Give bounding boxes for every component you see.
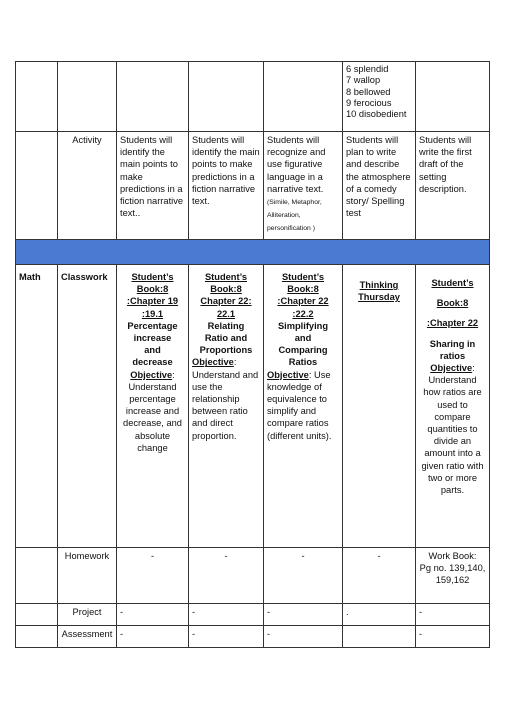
empty-cell (189, 62, 264, 132)
assessment-cell: - (416, 626, 490, 648)
homework-row (16, 548, 490, 604)
activity-label: Activity (58, 132, 117, 240)
vocab-row (16, 62, 490, 132)
lesson-topic: Relating Ratio and Proportions (199, 320, 253, 356)
assessment-cell: - (189, 626, 264, 648)
workbook-cell: Work Book: Pg no. 139,140, 159,162 (416, 548, 490, 604)
objective-label: Objective (267, 369, 309, 380)
activity-row (16, 132, 490, 240)
objective-text: : Understand percentage increase and decrease, and absolute change (123, 369, 182, 453)
assessment-label: Assessment (58, 626, 117, 648)
figurative-examples: (Simile, Metaphor, Alliteration, personification ) (267, 199, 322, 233)
homework-cell: - (343, 548, 416, 604)
classwork-day2 (189, 265, 264, 548)
empty-cell (264, 62, 343, 132)
objective-label: Objective (430, 363, 473, 374)
assessment-row (16, 626, 490, 648)
book-reference: Book:8 (436, 298, 469, 309)
project-cell: - (416, 604, 490, 626)
project-cell: - (117, 604, 189, 626)
empty-cell (117, 62, 189, 132)
project-cell: - (264, 604, 343, 626)
homework-label: Homework (58, 548, 117, 604)
math-classwork-row (16, 265, 490, 548)
book-reference: :Chapter 22 (426, 318, 479, 329)
activity-cell: Students will plan to write and describe the atmosphere of a comedy story/ Spelling test (343, 132, 416, 240)
lesson-topic: Sharing in ratios (429, 338, 476, 361)
classwork-day3 (264, 265, 343, 548)
project-cell: . (343, 604, 416, 626)
vocab-item: 8 bellowed (346, 86, 391, 97)
lesson-plan-table (15, 61, 490, 648)
subject-label: Math (16, 265, 58, 548)
objective-block (120, 369, 185, 454)
blue-separator (16, 240, 490, 265)
lesson-topic: Percentage increase and decrease (127, 320, 178, 368)
objective-block (267, 369, 339, 442)
objective-text: : Understand how ratios are used to compare quantities to divide an amount into a given ratio with two or more parts. (421, 363, 484, 496)
activity-text: Students will recognize and use figurative language in a narrative text. (267, 135, 326, 194)
objective-label: Objective (192, 357, 234, 368)
objective-text: : Understand and use the relationship between ratio and direct proportion. (192, 357, 259, 441)
homework-cell: - (117, 548, 189, 604)
book-reference: Student’s Book:8 :Chapter 19 :19.1 (126, 272, 179, 319)
assessment-cell: - (117, 626, 189, 648)
book-reference: Student’s (431, 278, 474, 288)
project-row (16, 604, 490, 626)
activity-cell: Students will identify the main points to make predictions in a fiction narrative text. (189, 132, 264, 240)
book-reference: Student’s Book:8 :Chapter 22 :22.2 (277, 272, 329, 319)
objective-text: : Use knowledge of equivalence to simplify and compare ratios (different units). (267, 369, 332, 441)
vocab-list-cell (343, 62, 416, 132)
vocab-item: 7 wallop (346, 75, 381, 86)
classwork-day5 (416, 265, 490, 548)
assessment-cell: - (264, 626, 343, 648)
vocab-item: 9 ferocious (346, 97, 392, 108)
classwork-day1 (117, 265, 189, 548)
objective-block (192, 356, 260, 441)
objective-block (419, 362, 486, 496)
activity-cell: Students will identify the main points to make predictions in a fiction narrative text.. (117, 132, 189, 240)
separator-row (16, 240, 490, 265)
classwork-label: Classwork (58, 265, 117, 548)
vocab-item: 10 disobedient (346, 109, 407, 120)
empty-cell (58, 62, 117, 132)
classwork-day4 (343, 265, 416, 548)
empty-cell (16, 548, 58, 604)
activity-cell: Students will write the first draft of the setting description. (416, 132, 490, 240)
homework-cell: - (264, 548, 343, 604)
activity-cell (264, 132, 343, 240)
book-reference: Student’s Book:8 Chapter 22: 22.1 (200, 272, 252, 319)
empty-cell (16, 604, 58, 626)
objective-label: Objective (130, 369, 173, 380)
project-label: Project (58, 604, 117, 626)
assessment-cell (343, 626, 416, 648)
vocab-item: 6 splendid (346, 64, 389, 74)
project-cell: - (189, 604, 264, 626)
empty-cell (416, 62, 490, 132)
empty-cell (16, 626, 58, 648)
empty-cell (16, 132, 58, 240)
lesson-topic: Simplifying and Comparing Ratios (277, 320, 329, 368)
empty-cell (16, 62, 58, 132)
homework-cell: - (189, 548, 264, 604)
thinking-thursday: Thinking Thursday (358, 280, 400, 303)
